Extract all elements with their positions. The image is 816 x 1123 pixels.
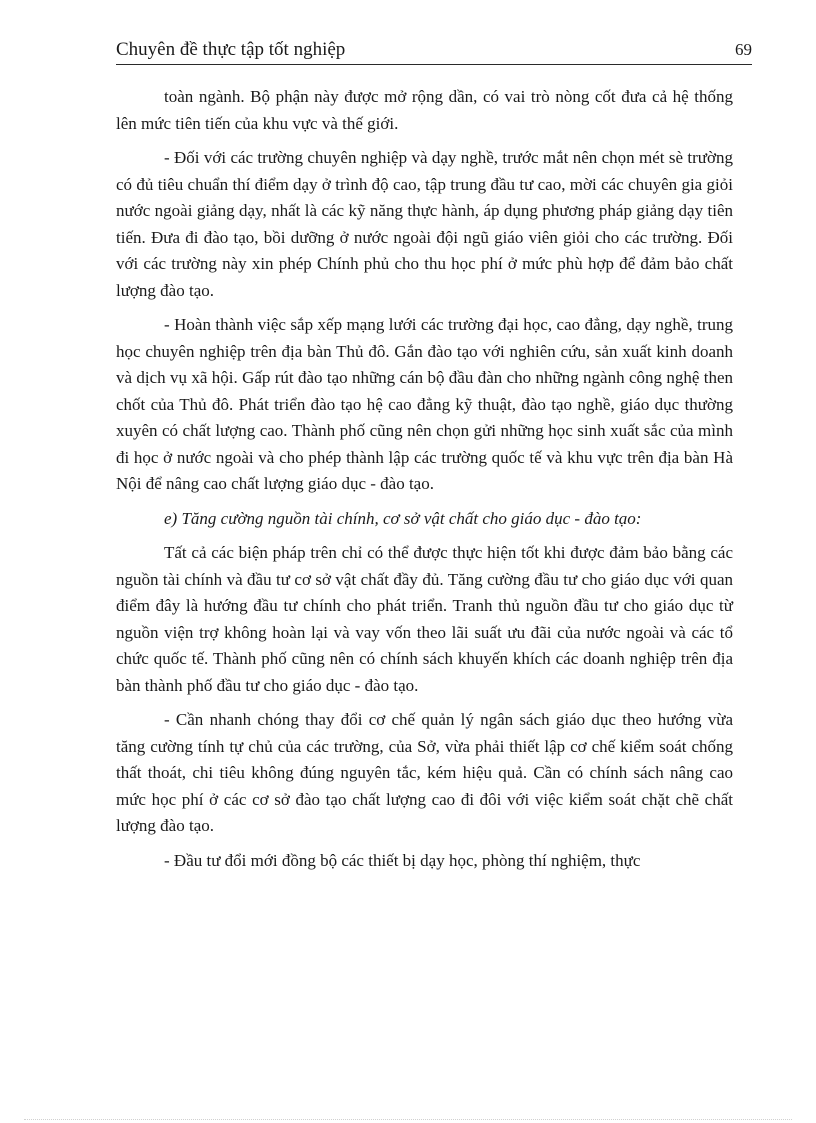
paragraph: - Hoàn thành việc sắp xếp mạng lưới các trường đại học, cao đẳng, dạy nghề, trung học chuyên nghiệp trên địa bàn Thủ đô. Gắn đào tạo với nghiên cứu, sản xuất kinh doanh và dịch vụ xã hội. Gấp rút đào tạo những cán bộ đầu đàn cho những ngành công nghệ then chốt của Thủ đô. Phát triển đào tạo hệ cao đẳng kỹ thuật, đào tạo nghề, giáo dục thường xuyên có chất lượng cao. Thành phố cũng nên chọn gửi những học sinh xuất sắc của mình đi học ở nước ngoài và cho phép thành lập các trường quốc tế và khu vực trên địa bàn Hà Nội để nâng cao chất lượng giáo dục - đào tạo. <box>116 315 733 493</box>
paragraph: - Đối với các trường chuyên nghiệp và dạy nghề, trước mắt nên chọn mét sè trường có đủ tiêu chuẩn thí điểm dạy ở trình độ cao, tập trung đầu tư cao, mời các chuyên gia giỏi nước ngoài giảng dạy, nhất là các kỹ năng thực hành, áp dụng phương pháp giảng dạy tiên tiến. Đưa đi đào tạo, bồi dưỡng ở nước ngoài đội ngũ giáo viên giỏi cho các trường. Đối với các trường này xin phép Chính phủ cho thu học phí ở mức phù hợp để đảm bảo chất lượng đào tạo. <box>116 148 733 300</box>
section-heading: e) Tăng cường nguồn tài chính, cơ sở vật chất cho giáo dục - đào tạo: <box>164 508 642 528</box>
footer-dotted-rule <box>24 1119 792 1120</box>
page-number: 69 <box>735 40 752 59</box>
body-text <box>116 84 733 882</box>
paragraph: - Cần nhanh chóng thay đổi cơ chế quản lý ngân sách giáo dục theo hướng vừa tăng cường tính tự chủ của các trường, của Sở, vừa phải thiết lập cơ chế kiểm soát chống thất thoát, chi tiêu không đúng nguyên tắc, kém hiệu quả. Cần có chính sách nâng cao mức học phí ở các cơ sở đào tạo chất lượng cao đi đôi với việc kiểm soát chặt chẽ chất lượng đào tạo. <box>116 710 733 835</box>
page-header <box>116 38 752 65</box>
document-title: Chuyên đề thực tập tốt nghiệp <box>116 39 346 60</box>
paragraph: Tất cả các biện pháp trên chỉ có thể được thực hiện tốt khi được đảm bảo bằng các nguồn tài chính và đầu tư cơ sở vật chất đầy đủ. Tăng cường đầu tư cho giáo dục với quan điểm đây là hướng đầu tư chính cho phát triển. Tranh thủ nguồn đầu tư cho giáo dục từ nguồn viện trợ không hoàn lại và vay vốn theo lãi suất ưu đãi của nước ngoài và các tổ chức quốc tế. Thành phố cũng nên có chính sách khuyến khích các doanh nghiệp trên địa bàn thành phố đầu tư cho giáo dục - đào tạo. <box>116 543 733 695</box>
paragraph: toàn ngành. Bộ phận này được mở rộng dần, có vai trò nòng cốt đưa cả hệ thống lên mức tiên tiến của khu vực và thế giới. <box>116 87 733 133</box>
paragraph: - Đầu tư đổi mới đồng bộ các thiết bị dạy học, phòng thí nghiệm, thực <box>164 850 641 870</box>
